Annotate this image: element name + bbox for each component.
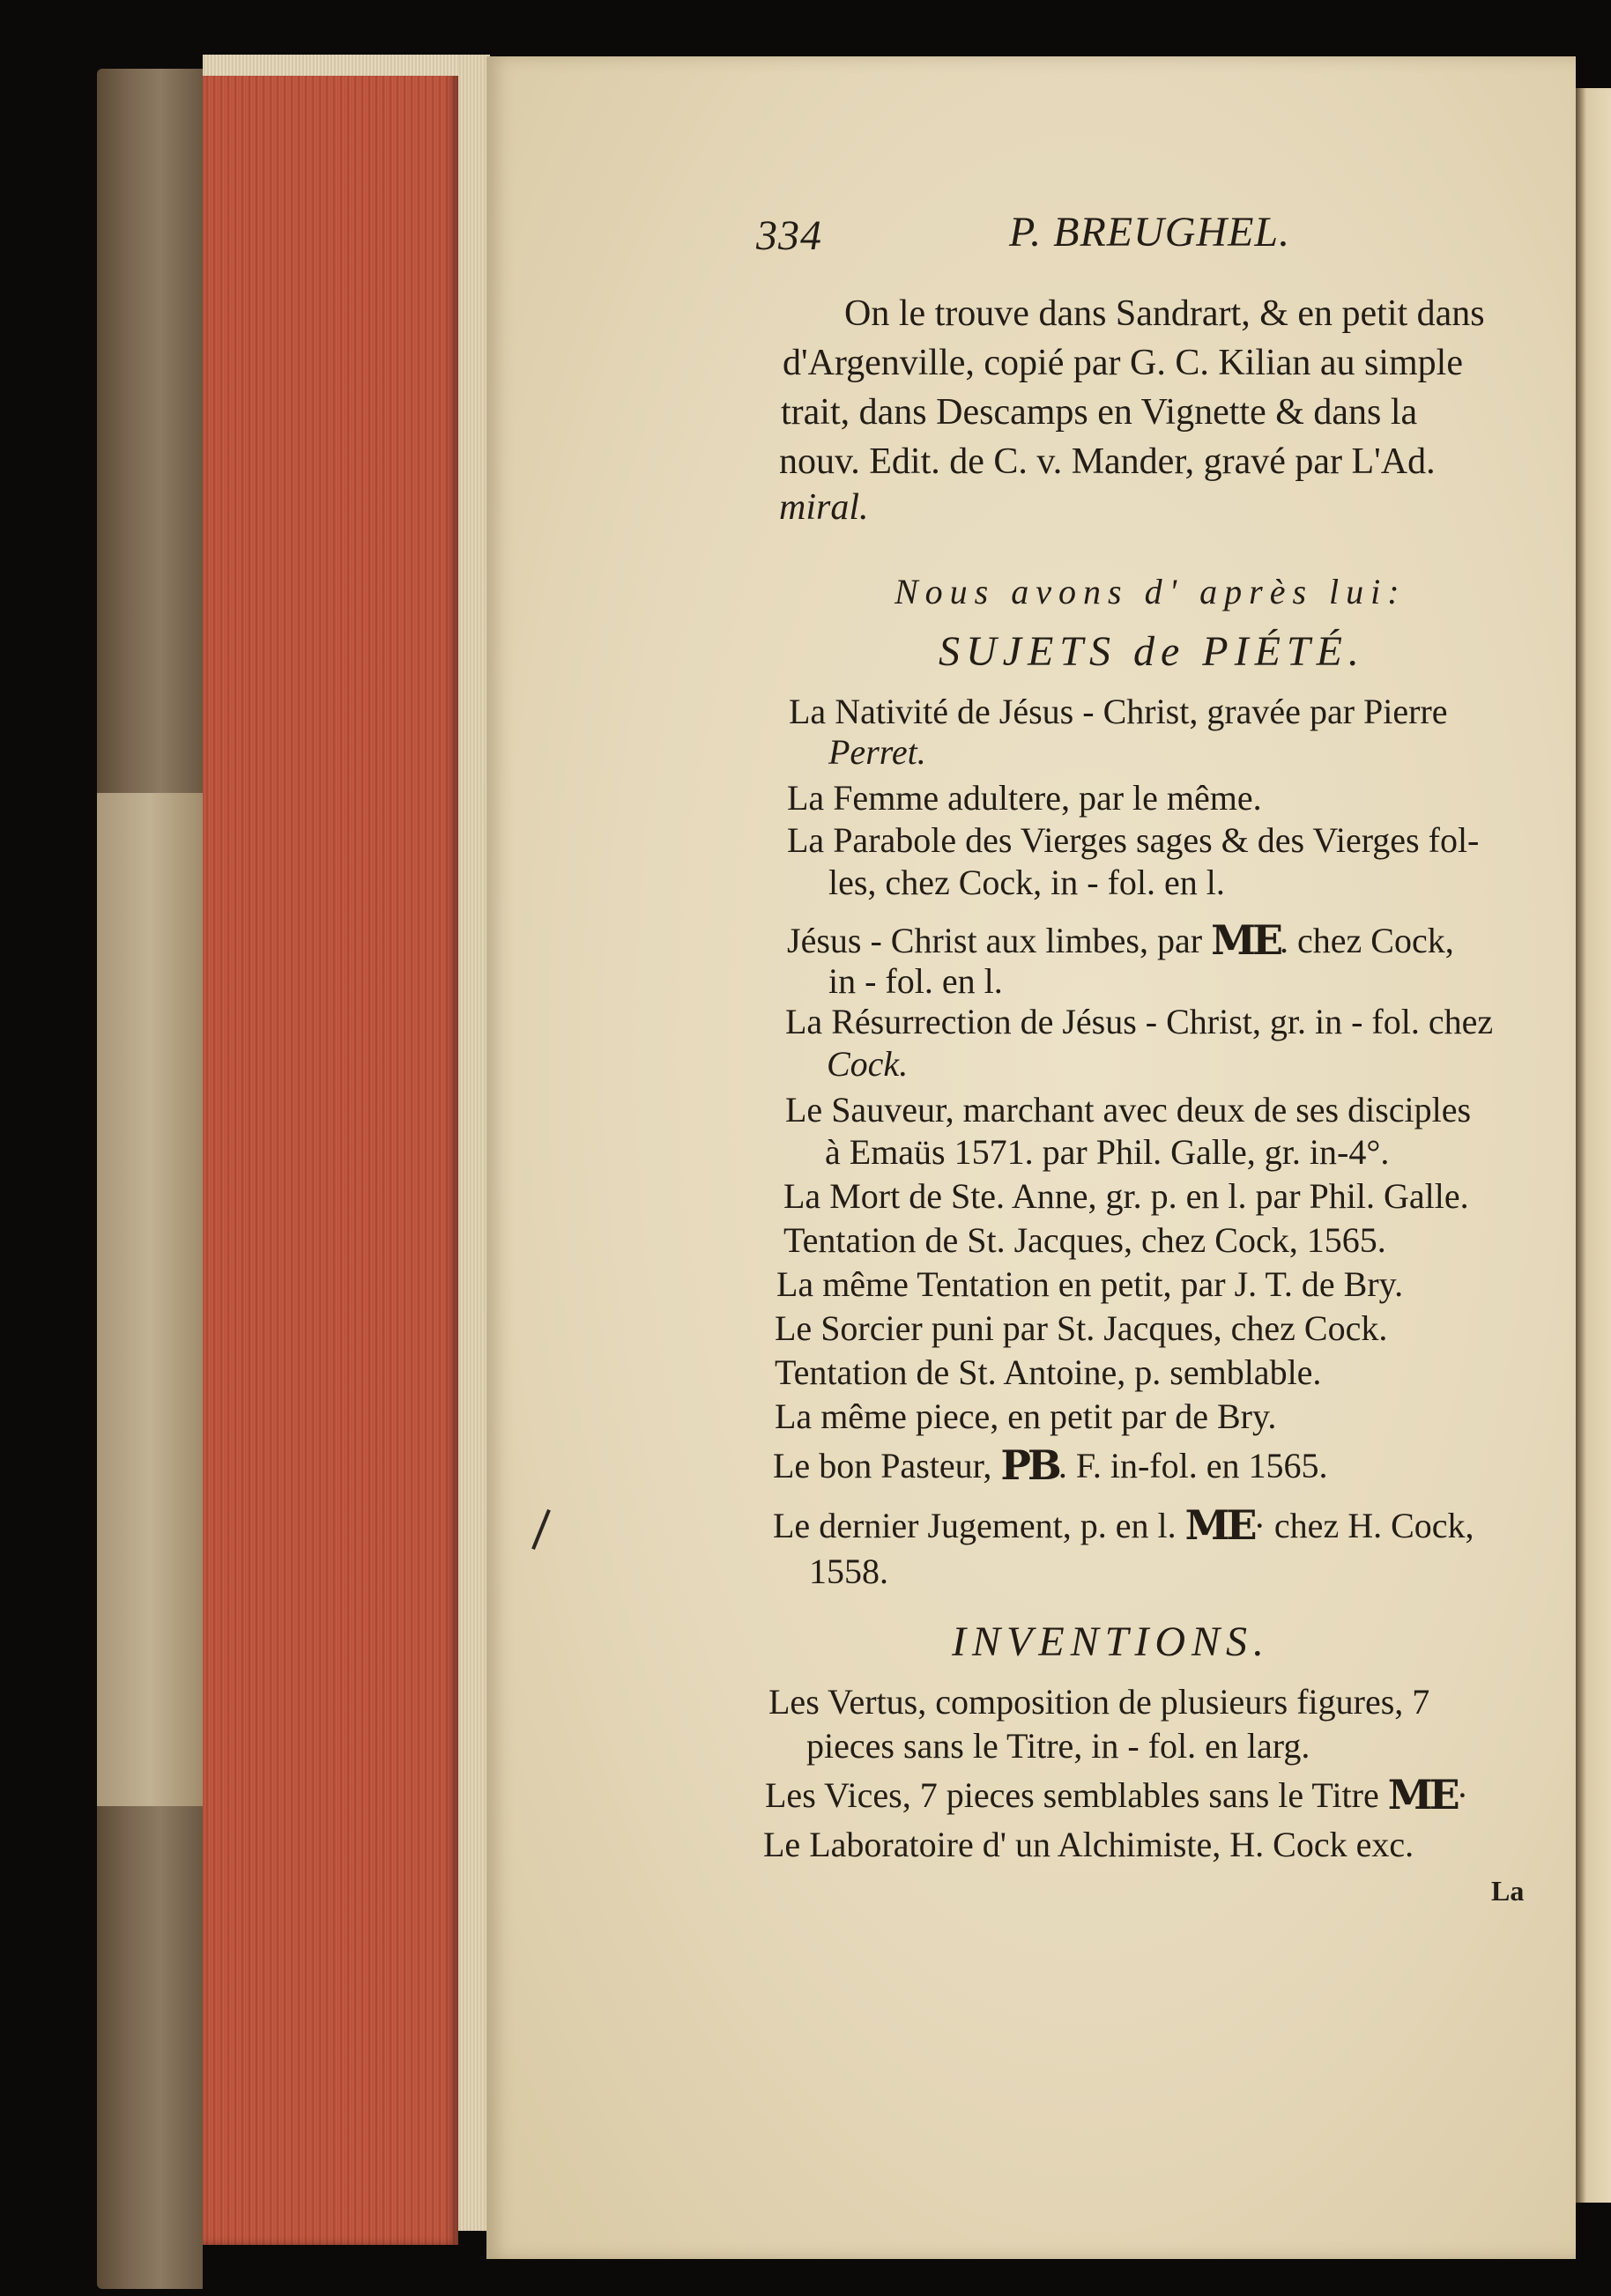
me-monogram: ME <box>1387 1771 1457 1818</box>
section-heading-sujets: SUJETS de PIÉTÉ. <box>939 628 1365 675</box>
entry-5-line-2: Cock. <box>827 1044 909 1084</box>
entry-13-text-b: . F. in-fol. en 1565. <box>1058 1446 1328 1485</box>
intro-line-2: d'Argenville, copié par G. C. Kilian au simple <box>783 343 1463 383</box>
invention-1-line-1: Les Vertus, composition de plusieurs figures, 7 <box>768 1682 1430 1722</box>
entry-11-line-1: Tentation de St. Antoine, p. semblable. <box>775 1352 1322 1392</box>
invention-2-text-b: · <box>1456 1775 1469 1815</box>
entry-13-text-a: Le bon Pasteur, <box>773 1446 992 1485</box>
red-fore-edge <box>203 69 458 2245</box>
page-number: 334 <box>756 212 822 259</box>
entry-13-line-1 <box>773 1441 1328 1489</box>
catchword: La <box>1491 1875 1525 1907</box>
intro-line-1: On le trouve dans Sandrart, & en petit dans <box>844 293 1485 334</box>
facing-page-edge <box>1576 88 1611 2203</box>
entry-7-line-1: La Mort de Ste. Anne, gr. p. en l. par Phil. Galle. <box>783 1176 1469 1216</box>
invention-3-line-1: Le Laboratoire d' un Alchimiste, H. Cock exc. <box>763 1825 1414 1864</box>
entry-14-text-a: Le dernier Jugement, p. en l. <box>773 1506 1177 1545</box>
invention-2-text-a: Les Vices, 7 pieces semblables sans le Titre <box>765 1775 1379 1815</box>
page-edges-top <box>203 55 485 76</box>
entry-6-line-1: Le Sauveur, marchant avec deux de ses disciples <box>785 1090 1472 1129</box>
running-title: P. BREUGHEL. <box>1009 209 1291 256</box>
page-stack <box>458 55 490 2231</box>
entry-4-line-1 <box>787 916 1454 964</box>
entry-14-line-1 <box>773 1501 1474 1549</box>
entry-4-line-2: in - fol. en l. <box>828 961 1003 1001</box>
intro-line-4: nouv. Edit. de C. v. Mander, gravé par L'Ad. <box>779 441 1436 482</box>
me-monogram: ME <box>1211 916 1281 964</box>
entry-6-line-2: à Emaüs 1571. par Phil. Galle, gr. in-4°. <box>825 1132 1390 1172</box>
entry-14-text-b: · chez H. Cock, <box>1253 1506 1474 1545</box>
intro-line-3: trait, dans Descamps en Vignette & dans la <box>781 392 1418 433</box>
entry-9-line-1: La même Tentation en petit, par J. T. de Bry. <box>776 1264 1404 1304</box>
entry-14-line-2: 1558. <box>809 1552 888 1591</box>
entry-4-text-a: Jésus - Christ aux limbes, par <box>787 921 1203 960</box>
subheading: Nous avons d' après lui: <box>895 572 1407 611</box>
entry-1-line-2: Perret. <box>828 732 926 772</box>
me-monogram: ME <box>1184 1501 1254 1549</box>
entry-10-line-1: Le Sorcier puni par St. Jacques, chez Cock. <box>775 1308 1388 1348</box>
entry-2-line-1: La Femme adultere, par le même. <box>787 778 1262 818</box>
book-cover-band <box>97 793 203 1806</box>
invention-2-line-1 <box>765 1771 1469 1818</box>
intro-line-5: miral. <box>779 487 869 528</box>
entry-3-line-1: La Parabole des Vierges sages & des Vierges fol- <box>787 820 1480 860</box>
entry-5-line-1: La Résurrection de Jésus - Christ, gr. in - fol. chez <box>785 1002 1494 1041</box>
entry-3-line-2: les, chez Cock, in - fol. en l. <box>828 863 1225 902</box>
entry-4-text-b: . chez Cock, <box>1280 921 1454 960</box>
pb-monogram: PB <box>1000 1441 1058 1489</box>
entry-12-line-1: La même piece, en petit par de Bry. <box>775 1396 1277 1436</box>
invention-1-line-2: pieces sans le Titre, in - fol. en larg. <box>806 1726 1310 1766</box>
section-heading-inventions: INVENTIONS. <box>952 1618 1271 1665</box>
entry-1-line-1: La Nativité de Jésus - Christ, gravée par Pierre <box>789 692 1448 731</box>
entry-8-line-1: Tentation de St. Jacques, chez Cock, 1565. <box>783 1220 1386 1260</box>
